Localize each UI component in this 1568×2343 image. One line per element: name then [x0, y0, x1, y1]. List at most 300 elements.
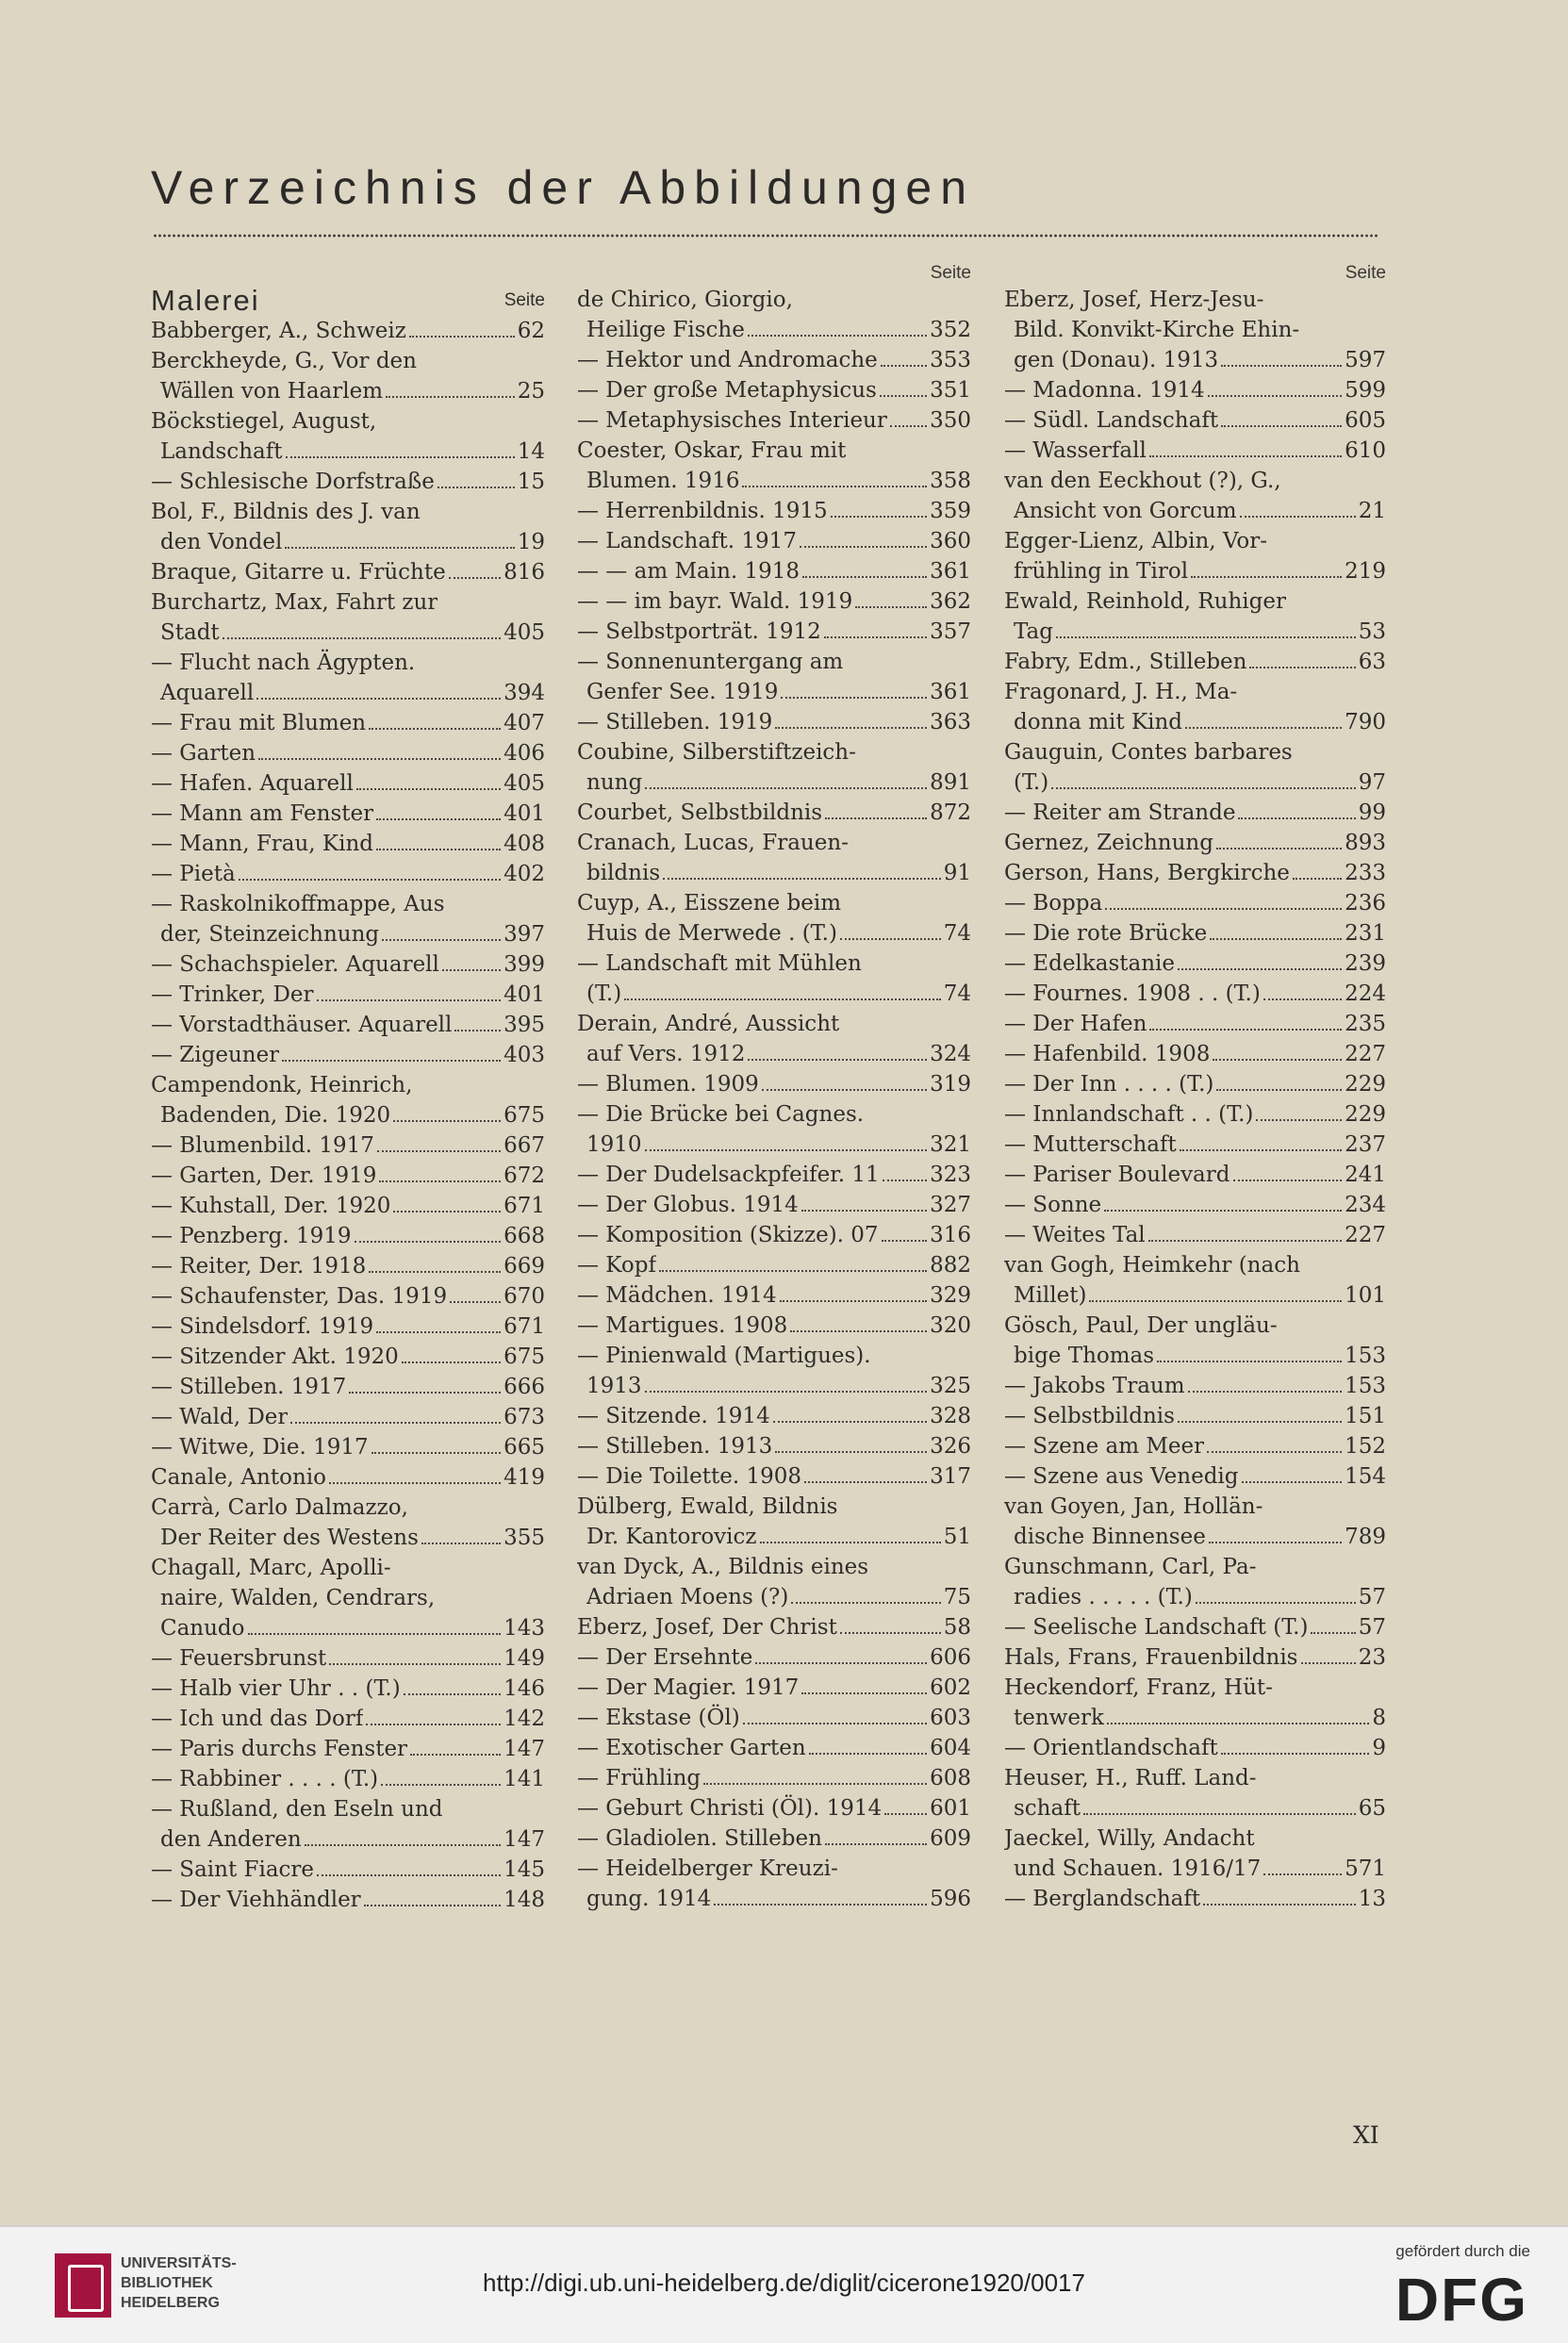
- entry-text: — Herrenbildnis. 1915: [577, 499, 828, 523]
- entry-line: [577, 1823, 971, 1854]
- entry-text: — Der große Metaphysicus: [577, 378, 877, 403]
- entry-line: [151, 1010, 545, 1040]
- page-ref: 668: [503, 1224, 545, 1248]
- entry-text: — Blumen. 1909: [577, 1072, 759, 1097]
- entry-line: [1004, 1793, 1386, 1823]
- entry-line: [577, 1703, 971, 1733]
- index-entry: [577, 375, 971, 405]
- leader-dots: [840, 1632, 941, 1634]
- entry-text: — — im bayr. Wald. 1919: [577, 589, 853, 614]
- leader-dots: [1256, 1119, 1342, 1121]
- page-ref: 324: [930, 1042, 971, 1066]
- entry-line: [577, 1854, 971, 1884]
- page-ref: 670: [503, 1284, 545, 1309]
- leader-dots: [1104, 1210, 1342, 1212]
- leader-dots: [366, 1724, 501, 1725]
- index-entry: [577, 1341, 971, 1401]
- entry-line: [577, 647, 971, 677]
- entry-line: [151, 1583, 545, 1613]
- entry-line: [577, 1190, 971, 1220]
- entry-text: Badenden, Die. 1920: [160, 1103, 391, 1128]
- page-ref: 326: [930, 1434, 971, 1459]
- entry-line: [1004, 1130, 1386, 1160]
- entry-text: Berckheyde, G., Vor den: [151, 349, 417, 373]
- entry-text: — Rußland, den Eseln und: [151, 1797, 443, 1822]
- entry-line: [151, 1764, 545, 1794]
- leader-dots: [223, 637, 501, 639]
- leader-dots: [1196, 1602, 1356, 1604]
- index-entry: [577, 617, 971, 647]
- entry-line: [151, 1070, 545, 1100]
- entry-line: [577, 677, 971, 707]
- index-entry: [1004, 647, 1386, 677]
- index-entry: [577, 647, 971, 707]
- index-entry: [1004, 1371, 1386, 1401]
- index-entry: [151, 1432, 545, 1462]
- index-entry: [1004, 466, 1386, 526]
- entry-line: [151, 1312, 545, 1342]
- index-entry: [151, 1855, 545, 1885]
- leader-dots: [377, 1150, 501, 1152]
- entry-text: Heilige Fische: [586, 318, 745, 342]
- page-ref: 327: [930, 1193, 971, 1217]
- page-ref: 360: [930, 529, 971, 553]
- index-entry: [1004, 1401, 1386, 1431]
- entry-line: [577, 466, 971, 496]
- page-ref: 154: [1345, 1464, 1386, 1489]
- leader-dots: [402, 1361, 501, 1363]
- page-ref: 101: [1345, 1283, 1386, 1308]
- entry-line: [1004, 949, 1386, 979]
- entry-text: — Mutterschaft: [1004, 1132, 1177, 1157]
- page-title: Verzeichnis der Abbildungen: [151, 161, 976, 214]
- page-ref: 401: [503, 982, 545, 1007]
- leader-dots: [1107, 1723, 1369, 1724]
- index-entry: [151, 587, 545, 648]
- index-entry: [1004, 1492, 1386, 1552]
- entry-line: [1004, 1582, 1386, 1612]
- entry-text: — Heidelberger Kreuzi-: [577, 1856, 838, 1881]
- index-entry: [577, 1823, 971, 1854]
- index-entry: [577, 496, 971, 526]
- index-entry: [577, 1612, 971, 1642]
- index-entry: [151, 1643, 545, 1674]
- index-entry: [577, 707, 971, 737]
- index-entry: [1004, 1099, 1386, 1130]
- leader-dots: [386, 396, 515, 398]
- index-entry: [1004, 1552, 1386, 1612]
- index-entry: [1004, 1461, 1386, 1492]
- leader-dots: [809, 1753, 927, 1755]
- entry-line: [151, 1402, 545, 1432]
- index-entry: [577, 828, 971, 888]
- page-ref: 605: [1345, 408, 1386, 433]
- entry-text: Dülberg, Ewald, Bildnis: [577, 1494, 838, 1519]
- page-ref: 241: [1345, 1163, 1386, 1187]
- entry-line: [1004, 737, 1386, 767]
- index-entry: [577, 949, 971, 1009]
- page-ref: 789: [1345, 1525, 1386, 1549]
- index-entry: [1004, 1612, 1386, 1642]
- section-heading: [151, 285, 545, 316]
- page-ref: 350: [930, 408, 971, 433]
- entry-line: [1004, 285, 1386, 315]
- index-entry: [1004, 1160, 1386, 1190]
- index-entry: [151, 708, 545, 738]
- page-ref: 316: [930, 1223, 971, 1247]
- entry-text: — Die rote Brücke: [1004, 921, 1208, 946]
- index-entry: [151, 980, 545, 1010]
- dfg-logo: DFG: [1395, 2266, 1528, 2334]
- entry-line: [151, 497, 545, 527]
- entry-line: [1004, 1522, 1386, 1552]
- entry-line: [1004, 345, 1386, 375]
- entry-text: — Der Viehhändler: [151, 1888, 361, 1912]
- index-entry: [151, 557, 545, 587]
- page-ref: 395: [503, 1013, 545, 1037]
- entry-line: [1004, 1039, 1386, 1069]
- leader-dots: [256, 698, 501, 700]
- leader-dots: [663, 878, 941, 880]
- entry-text: Dr. Kantorovicz: [586, 1525, 757, 1549]
- page-ref: 669: [503, 1254, 545, 1279]
- index-entry: [1004, 1884, 1386, 1914]
- entry-text: Babberger, A., Schweiz: [151, 319, 406, 343]
- index-entry: [151, 889, 545, 949]
- page-ref: 57: [1358, 1615, 1386, 1640]
- leader-dots: [450, 1301, 501, 1303]
- entry-text: van Gogh, Heimkehr (nach: [1004, 1253, 1300, 1278]
- entry-text: donna mit Kind: [1014, 710, 1183, 734]
- leader-dots: [437, 487, 515, 488]
- index-entry: [577, 1009, 971, 1069]
- leader-dots: [376, 1331, 501, 1333]
- index-entry: [577, 1190, 971, 1220]
- index-entry: [151, 467, 545, 497]
- entry-text: Landschaft: [160, 439, 283, 464]
- entry-text: Canudo: [160, 1616, 245, 1641]
- entry-text: radies . . . . . (T.): [1014, 1585, 1193, 1609]
- page-ref: 13: [1358, 1887, 1386, 1911]
- entry-line: [1004, 798, 1386, 828]
- leader-dots: [762, 1089, 927, 1091]
- leader-dots: [804, 1481, 927, 1483]
- index-entry: [577, 1492, 971, 1552]
- entry-line: [151, 1493, 545, 1523]
- entry-text: Courbet, Selbstbildnis: [577, 800, 823, 825]
- index-entry: [151, 346, 545, 406]
- footer-bar: [0, 2225, 1568, 2343]
- leader-dots: [421, 1543, 501, 1544]
- entry-line: [577, 1431, 971, 1461]
- entry-text: — Ekstase (Öl): [577, 1706, 740, 1730]
- index-entry: [1004, 828, 1386, 858]
- entry-line: [1004, 436, 1386, 466]
- entry-line: [577, 496, 971, 526]
- index-entry: [577, 1793, 971, 1823]
- entry-line: [1004, 1280, 1386, 1311]
- index-entry: [577, 526, 971, 556]
- leader-dots: [1263, 998, 1342, 1000]
- index-entry: [577, 888, 971, 949]
- source-url[interactable]: http://digi.ub.uni-heidelberg.de/diglit/cicerone1920/0017: [483, 2269, 1085, 2297]
- leader-dots: [659, 1270, 927, 1272]
- leader-dots: [317, 999, 502, 1001]
- page-ref: 665: [503, 1435, 545, 1460]
- entry-text: — Penzberg. 1919: [151, 1224, 352, 1248]
- page-ref: 405: [503, 620, 545, 645]
- leader-dots: [1249, 667, 1355, 668]
- entry-text: — Weites Tal: [1004, 1223, 1146, 1247]
- leader-dots: [317, 1874, 501, 1876]
- entry-text: — Wasserfall: [1004, 438, 1147, 463]
- page-ref: 402: [503, 862, 545, 886]
- leader-dots: [393, 1120, 501, 1122]
- entry-text: nung: [586, 770, 643, 795]
- entry-text: — Ich und das Dorf: [151, 1707, 364, 1731]
- leader-dots: [369, 1271, 501, 1273]
- entry-line: [577, 1371, 971, 1401]
- leader-dots: [1178, 1421, 1342, 1423]
- index-entry: [577, 405, 971, 436]
- index-entry: [151, 1040, 545, 1070]
- entry-text: — Komposition (Skizze). 07: [577, 1223, 879, 1247]
- entry-text: Cranach, Lucas, Frauen-: [577, 831, 849, 855]
- entry-text: gung. 1914: [586, 1887, 712, 1911]
- leader-dots: [755, 1662, 927, 1664]
- index-entry: [1004, 918, 1386, 949]
- leader-dots: [258, 758, 501, 760]
- index-column-3: [1004, 262, 1386, 1914]
- page-ref: 603: [930, 1706, 971, 1730]
- entry-line: [151, 1734, 545, 1764]
- entry-line: [151, 799, 545, 829]
- index-entry: [577, 737, 971, 798]
- leader-dots: [781, 697, 927, 699]
- index-entry: [577, 586, 971, 617]
- seite-label: Seite: [930, 263, 971, 283]
- entry-text: van Dyck, A., Bildnis eines: [577, 1555, 869, 1579]
- index-entry: [577, 1854, 971, 1914]
- page-ref: 891: [930, 770, 971, 795]
- entry-text: Ewald, Reinhold, Ruhiger: [1004, 589, 1286, 614]
- entry-text: — Reiter, Der. 1918: [151, 1254, 367, 1279]
- entry-text: — Hafen. Aquarell: [151, 771, 354, 796]
- leader-dots: [371, 1452, 501, 1454]
- page-ref: 604: [930, 1736, 971, 1760]
- page-ref: 403: [503, 1043, 545, 1067]
- entry-line: [151, 406, 545, 437]
- index-entry: [1004, 888, 1386, 918]
- entry-list: [1004, 285, 1386, 1914]
- entry-text: Gernez, Zeichnung: [1004, 831, 1213, 855]
- page-ref: 397: [503, 922, 545, 947]
- entry-text: Aquarell: [160, 681, 255, 705]
- leader-dots: [780, 1300, 928, 1302]
- leader-dots: [881, 365, 927, 367]
- entry-text: — Witwe, Die. 1917: [151, 1435, 369, 1460]
- entry-line: [577, 436, 971, 466]
- entry-line: [577, 375, 971, 405]
- entry-text: — Martigues. 1908: [577, 1313, 788, 1338]
- index-entry: [1004, 1311, 1386, 1371]
- entry-text: — Sonne: [1004, 1193, 1102, 1217]
- entry-line: [1004, 1673, 1386, 1703]
- entry-line: [151, 1040, 545, 1070]
- page-ref: 8: [1372, 1706, 1386, 1730]
- leader-dots: [1221, 365, 1342, 367]
- leader-dots: [1180, 1149, 1342, 1151]
- index-column-2: [577, 262, 971, 1914]
- leader-dots: [285, 547, 514, 549]
- page-ref: 872: [930, 800, 971, 825]
- leader-dots: [773, 1421, 927, 1423]
- entry-line: [577, 798, 971, 828]
- entry-text: — Feuersbrunst: [151, 1646, 327, 1671]
- entry-text: — Jakobs Traum: [1004, 1374, 1185, 1398]
- index-entry: [1004, 1673, 1386, 1733]
- leader-dots: [890, 425, 927, 427]
- page-ref: 231: [1345, 921, 1386, 946]
- index-entry: [577, 556, 971, 586]
- leader-dots: [714, 1904, 927, 1906]
- leader-dots: [239, 879, 501, 881]
- leader-dots: [825, 1843, 927, 1845]
- page-ref: 399: [503, 952, 545, 977]
- entry-line: [151, 1221, 545, 1251]
- entry-text: — Frau mit Blumen: [151, 711, 367, 735]
- entry-line: [1004, 828, 1386, 858]
- leader-dots: [1191, 576, 1342, 578]
- entry-line: [151, 1462, 545, 1493]
- page-ref: 394: [503, 681, 545, 705]
- index-entry: [1004, 285, 1386, 375]
- leader-dots: [1188, 1391, 1343, 1393]
- entry-line: [577, 949, 971, 979]
- entry-line: [151, 708, 545, 738]
- page-number: XI: [1353, 2121, 1379, 2149]
- index-entry: [1004, 677, 1386, 737]
- entry-line: [577, 979, 971, 1009]
- entry-line: [151, 1100, 545, 1130]
- index-entry: [1004, 737, 1386, 798]
- entry-text: — Mädchen. 1914: [577, 1283, 777, 1308]
- page-ref: 357: [930, 619, 971, 644]
- entry-text: Heckendorf, Franz, Hüt-: [1004, 1675, 1273, 1700]
- entry-text: Carrà, Carlo Dalmazzo,: [151, 1495, 408, 1520]
- entry-text: tenwerk: [1014, 1706, 1104, 1730]
- page-ref: 53: [1358, 619, 1386, 644]
- entry-line: [1004, 1099, 1386, 1130]
- page-ref: 151: [1345, 1404, 1386, 1428]
- entry-text: — Raskolnikoffmappe, Aus: [151, 892, 445, 916]
- page-ref: 673: [503, 1405, 545, 1429]
- leader-dots: [790, 1330, 927, 1332]
- leader-dots: [1263, 1873, 1342, 1875]
- entry-text: — Seelische Landschaft (T.): [1004, 1615, 1309, 1640]
- page-ref: 153: [1345, 1374, 1386, 1398]
- entry-line: [151, 376, 545, 406]
- entry-text: Burchartz, Max, Fahrt zur: [151, 590, 438, 615]
- entry-text: — Kuhstall, Der. 1920: [151, 1194, 391, 1218]
- page-ref: 329: [930, 1283, 971, 1308]
- entry-text: van den Eeckhout (?), G.,: [1004, 469, 1281, 493]
- page-ref: 671: [503, 1194, 545, 1218]
- entry-text: Gunschmann, Carl, Pa-: [1004, 1555, 1257, 1579]
- entry-text: — Der Inn . . . . (T.): [1004, 1072, 1214, 1097]
- leader-dots: [775, 1451, 927, 1453]
- leader-dots: [376, 849, 501, 850]
- index-entry: [577, 1069, 971, 1099]
- index-entry: [1004, 1069, 1386, 1099]
- index-entry: [577, 1703, 971, 1733]
- leader-dots: [1083, 1813, 1356, 1815]
- page-ref: 816: [503, 560, 545, 585]
- leader-dots: [379, 1180, 501, 1182]
- index-entry: [1004, 436, 1386, 466]
- entry-text: — Fournes. 1908 . . (T.): [1004, 982, 1261, 1006]
- entry-line: [577, 1250, 971, 1280]
- leader-dots: [1293, 878, 1342, 880]
- leader-dots: [364, 1905, 501, 1906]
- entry-line: [577, 1763, 971, 1793]
- index-entry: [151, 1130, 545, 1161]
- entry-line: [151, 587, 545, 618]
- leader-dots: [831, 516, 927, 518]
- entry-line: [1004, 586, 1386, 617]
- entry-line: [1004, 405, 1386, 436]
- entry-text: — Der Globus. 1914: [577, 1193, 799, 1217]
- index-entry: [577, 1220, 971, 1250]
- entry-line: [151, 768, 545, 799]
- leader-dots: [1157, 1361, 1342, 1362]
- entry-line: [151, 980, 545, 1010]
- index-entry: [1004, 1823, 1386, 1884]
- index-entry: [577, 345, 971, 375]
- entry-line: [577, 1522, 971, 1552]
- entry-text: — Pietà: [151, 862, 236, 886]
- entry-line: [151, 618, 545, 648]
- index-entry: [151, 768, 545, 799]
- entry-line: [1004, 375, 1386, 405]
- entry-line: [577, 888, 971, 918]
- entry-text: Coubine, Silberstiftzeich-: [577, 740, 856, 765]
- entry-line: [151, 1251, 545, 1281]
- page-ref: 599: [1345, 378, 1386, 403]
- entry-text: den Vondel: [160, 530, 283, 554]
- entry-text: Eberz, Josef, Der Christ: [577, 1615, 837, 1640]
- index-entry: [577, 1401, 971, 1431]
- entry-text: — Exotischer Garten: [577, 1736, 806, 1760]
- entry-text: Blumen. 1916: [586, 469, 740, 493]
- entry-line: [1004, 1009, 1386, 1039]
- leader-dots: [1216, 848, 1342, 850]
- leader-dots: [801, 1210, 927, 1212]
- entry-text: de Chirico, Giorgio,: [577, 288, 793, 312]
- entry-line: [577, 1733, 971, 1763]
- page-ref: 237: [1345, 1132, 1386, 1157]
- page-ref: 355: [503, 1526, 545, 1550]
- leader-dots: [248, 1633, 502, 1635]
- entry-text: Tag: [1014, 619, 1053, 644]
- page-ref: 23: [1358, 1645, 1386, 1670]
- entry-line: [151, 1432, 545, 1462]
- page-ref: 65: [1358, 1796, 1386, 1821]
- page-ref: 62: [517, 319, 545, 343]
- leader-dots: [1240, 516, 1356, 518]
- page-ref: 790: [1345, 710, 1386, 734]
- leader-dots: [1089, 1300, 1342, 1302]
